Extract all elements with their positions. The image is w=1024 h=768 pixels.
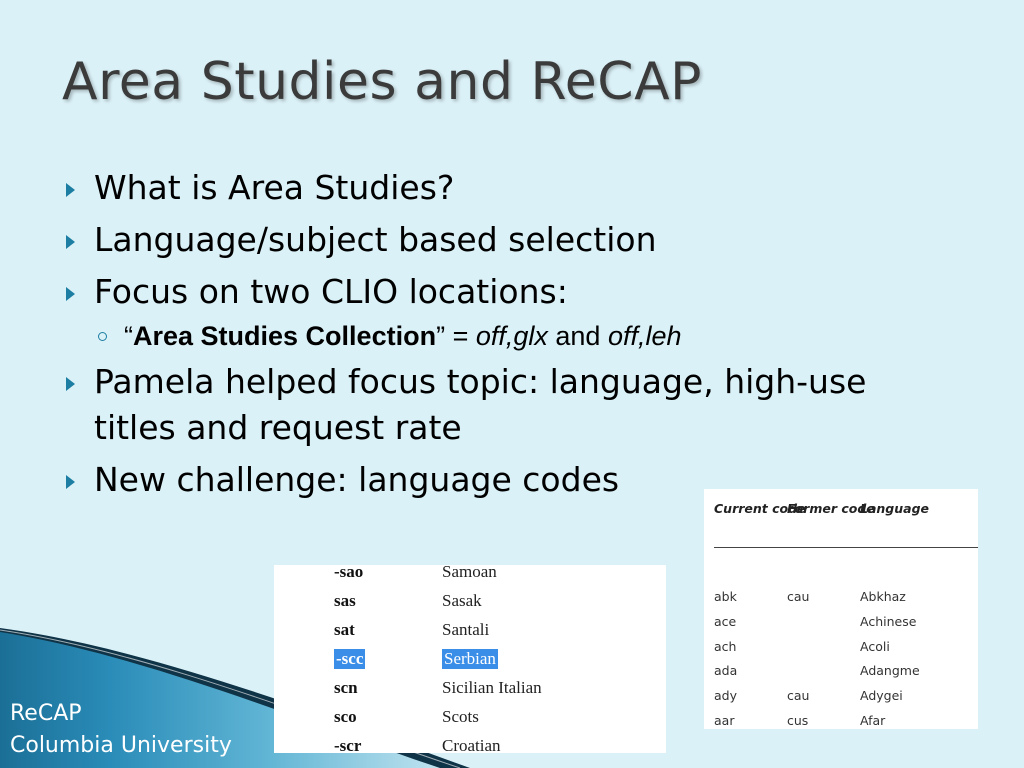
language-name: Serbian <box>444 649 496 668</box>
language-code: scn <box>334 678 358 697</box>
language-name: Scots <box>442 707 479 726</box>
language-code: -sao <box>334 565 364 581</box>
bullet-text: What is Area Studies? <box>94 168 455 207</box>
bullet-item <box>66 165 926 211</box>
table-row <box>704 713 978 729</box>
bullet-text: New challenge: language codes <box>94 460 620 499</box>
slide-title: Area Studies and ReCAP <box>62 52 703 112</box>
cell-language: Abkhaz <box>860 589 906 604</box>
language-name: Sicilian Italian <box>442 678 542 697</box>
cell-language: Afar <box>860 713 886 728</box>
cell-current: ady <box>714 688 737 704</box>
footer-line-recap: ReCAP <box>10 701 82 726</box>
footer-text <box>10 698 232 762</box>
table-row <box>704 614 978 638</box>
cell-language: Acoli <box>860 638 890 654</box>
bullet-list <box>66 165 926 509</box>
sub-and: and <box>547 321 608 351</box>
bullet-item <box>66 359 924 451</box>
language-code-table-left <box>274 565 666 753</box>
language-code: -scr <box>334 736 362 753</box>
cell-former: cau <box>787 589 810 604</box>
header-language: Language <box>860 501 930 516</box>
header-former-code: Former code <box>787 501 875 516</box>
cell-current: ada <box>714 663 738 679</box>
sub-location-1: off,glx <box>475 321 548 351</box>
cell-current: ace <box>714 613 737 629</box>
bullet-arrow-icon <box>66 183 75 197</box>
bullet-item <box>66 269 926 315</box>
language-name: Croatian <box>442 736 501 753</box>
language-code: -scc <box>336 649 364 668</box>
language-name: Santali <box>442 620 490 639</box>
language-code-table-right <box>704 489 978 729</box>
language-name: Sasak <box>442 591 482 610</box>
table-row <box>704 663 978 687</box>
bullet-text: Language/subject based selection <box>94 220 657 259</box>
cell-language: Adygei <box>860 688 903 704</box>
table-row <box>274 649 666 678</box>
sub-bullet-ring-icon <box>98 332 107 341</box>
bullet-arrow-icon <box>66 475 75 489</box>
sub-close-quote: ” = <box>436 321 476 351</box>
table-row <box>704 688 978 712</box>
table-row <box>274 678 666 707</box>
sub-bold-text: Area Studies Collection <box>133 321 437 351</box>
table-row <box>274 620 666 649</box>
cell-former: cus <box>787 713 809 728</box>
cell-language: Achinese <box>860 613 917 629</box>
table-row <box>274 707 666 736</box>
table-row <box>704 639 978 663</box>
language-code: sco <box>334 707 357 726</box>
header-current-code: Current code <box>714 501 806 516</box>
footer-line-university: Columbia University <box>10 733 232 758</box>
bullet-text: Pamela helped focus topic: language, high-use titles and request rate <box>94 362 867 447</box>
language-code: sat <box>334 620 355 639</box>
bullet-text: Focus on two CLIO locations: <box>94 272 568 311</box>
sub-location-2: off,leh <box>607 321 682 351</box>
cell-current: aar <box>714 713 735 728</box>
header-divider <box>714 547 978 548</box>
table-row <box>704 589 978 613</box>
cell-current: abk <box>714 589 737 604</box>
language-code: sas <box>334 591 356 610</box>
bullet-item <box>66 217 926 263</box>
table-row <box>274 736 666 753</box>
language-name: Samoan <box>442 565 497 581</box>
cell-former: cau <box>787 688 810 704</box>
cell-current: ach <box>714 638 737 654</box>
bullet-arrow-icon <box>66 235 75 249</box>
sub-bullet-item <box>66 317 926 355</box>
table-row <box>274 565 666 591</box>
bullet-arrow-icon <box>66 287 75 301</box>
table-row <box>274 591 666 620</box>
sub-open-quote: “ <box>124 321 133 351</box>
cell-language: Adangme <box>860 663 920 679</box>
bullet-arrow-icon <box>66 377 75 391</box>
